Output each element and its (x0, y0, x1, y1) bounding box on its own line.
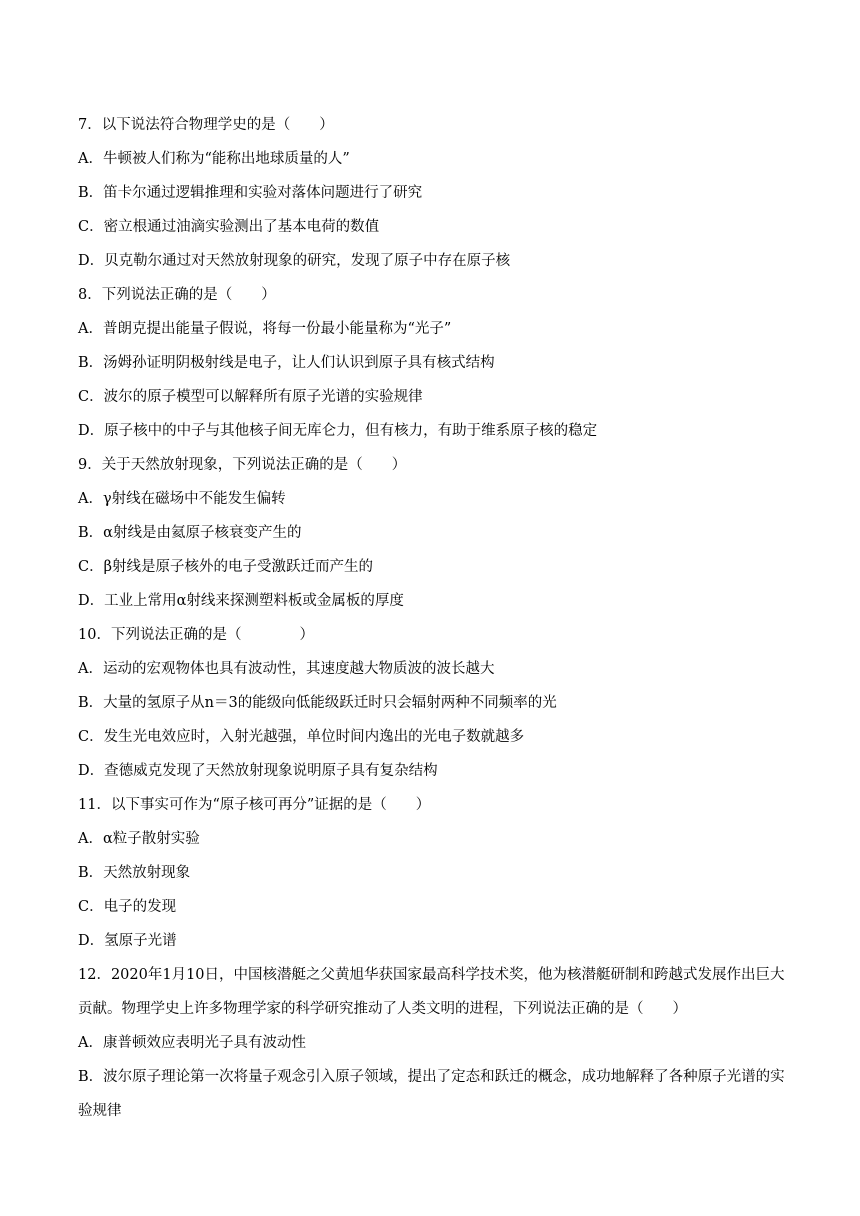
question-7-option-c: C．密立根通过油滴实验测出了基本电荷的数值 (78, 219, 380, 235)
question-8-option-c: C．波尔的原子模型可以解释所有原子光谱的实验规律 (78, 389, 423, 405)
question-7-option-a: A．牛顿被人们称为“能称出地球质量的人” (78, 151, 350, 167)
exam-page (78, 108, 790, 1128)
question-10-option-d: D．查德威克发现了天然放射现象说明原子具有复杂结构 (78, 763, 438, 779)
question-8-option-d: D．原子核中的中子与其他核子间无库仑力，但有核力，有助于维系原子核的稳定 (78, 423, 598, 439)
question-7-option-b: B．笛卡尔通过逻辑推理和实验对落体问题进行了研究 (78, 185, 423, 201)
question-10-option-b: B．大量的氢原子从n＝3的能级向低能级跃迁时只会辐射两种不同频率的光 (78, 695, 557, 711)
question-10-option-a: A．运动的宏观物体也具有波动性，其速度越大物质波的波长越大 (78, 661, 495, 677)
question-11-option-a: A．α粒子散射实验 (78, 831, 200, 847)
question-9-option-a: A．γ射线在磁场中不能发生偏转 (78, 491, 286, 507)
question-9-stem: 9．关于天然放射现象，下列说法正确的是（ ） (78, 457, 407, 473)
question-12-option-a: A．康普顿效应表明光子具有波动性 (78, 1035, 306, 1051)
question-7-stem: 7．以下说法符合物理学史的是（ ） (78, 117, 334, 133)
question-9-option-d: D．工业上常用α射线来探测塑料板或金属板的厚度 (78, 593, 404, 609)
question-11-option-d: D．氢原子光谱 (78, 933, 177, 949)
question-7-option-d: D．贝克勒尔通过对天然放射现象的研究，发现了原子中存在原子核 (78, 253, 511, 269)
question-9-option-c: C．β射线是原子核外的电子受激跃迁而产生的 (78, 559, 373, 575)
question-11-option-b: B．天然放射现象 (78, 865, 191, 881)
question-8-option-b: B．汤姆孙证明阴极射线是电子，让人们认识到原子具有核式结构 (78, 355, 495, 371)
question-11-stem: 11．以下事实可作为“原子核可再分”证据的是（ ） (78, 797, 431, 813)
question-8-stem: 8．下列说法正确的是（ ） (78, 287, 276, 303)
question-11-option-c: C．电子的发现 (78, 899, 177, 915)
question-12-option-b: B．波尔原子理论第一次将量子观念引入原子领域，提出了定态和跃迁的概念，成功地解释了各种原子光谱的实验规律 (78, 1069, 785, 1119)
question-12-stem: 12．2020年1月10日，中国核潜艇之父黄旭华获国家最高科学技术奖，他为核潜艇研制和跨越式发展作出巨大贡献。物理学史上许多物理学家的科学研究推动了人类文明的进程，下列说法正确的是（ ） (78, 967, 785, 1017)
question-9-option-b: B．α射线是由氦原子核衰变产生的 (78, 525, 302, 541)
question-8-option-a: A．普朗克提出能量子假说，将每一份最小能量称为“光子” (78, 321, 452, 337)
question-10-option-c: C．发生光电效应时，入射光越强，单位时间内逸出的光电子数就越多 (78, 729, 525, 745)
question-10-stem: 10．下列说法正确的是（ ） (78, 627, 314, 643)
